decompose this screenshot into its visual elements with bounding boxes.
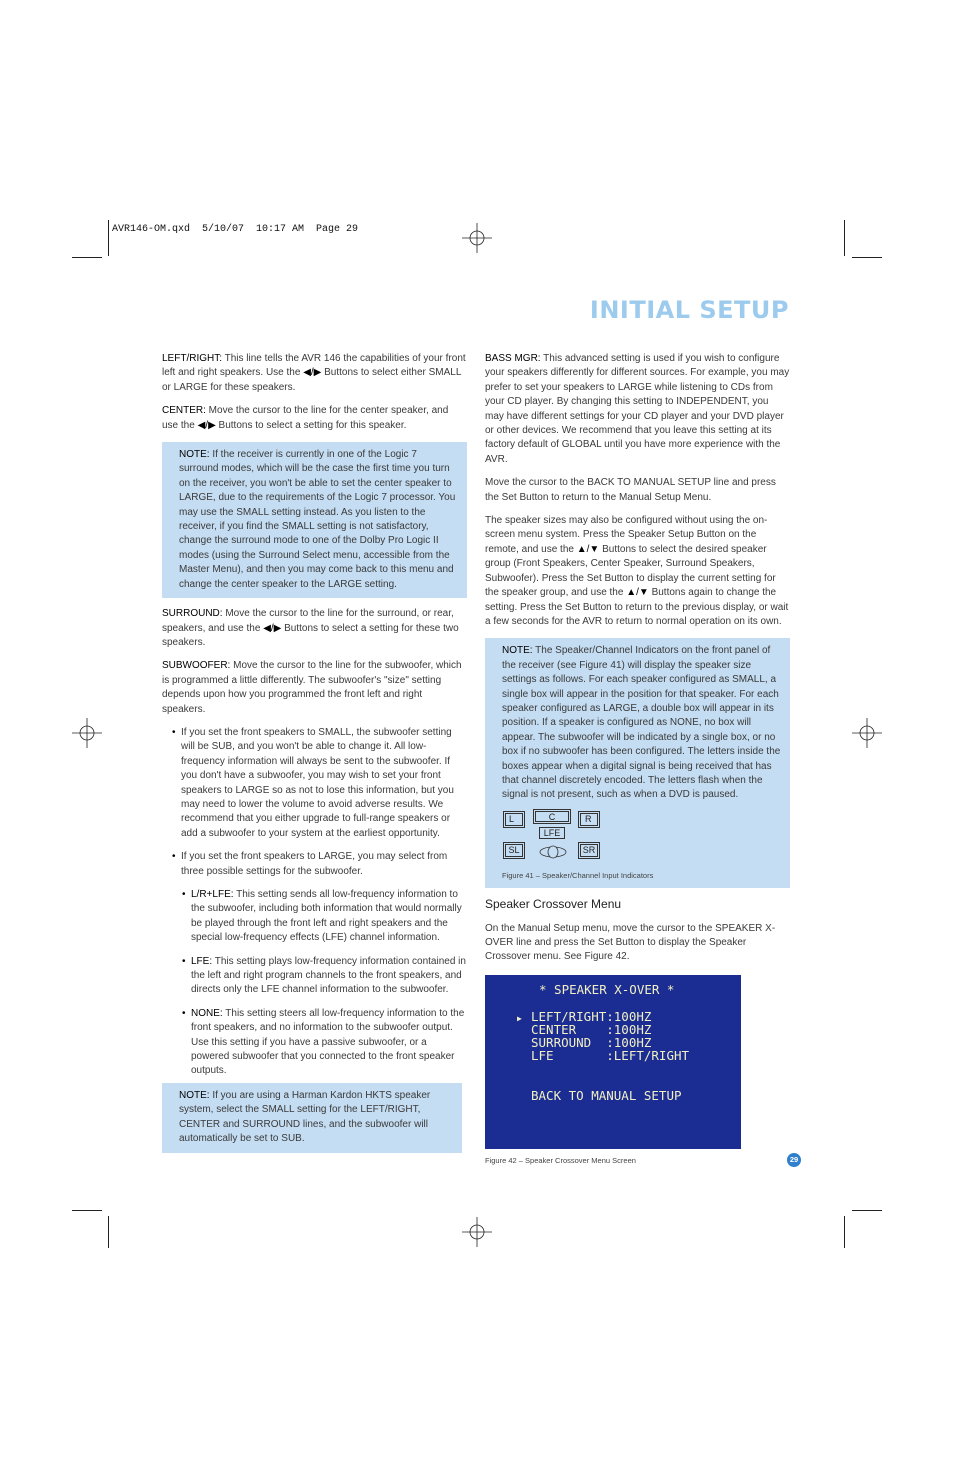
indicator-surround-left: SL bbox=[505, 844, 523, 857]
indicator-center: C bbox=[535, 811, 569, 822]
left-right-arrows-icon: ◀/▶ bbox=[263, 622, 282, 634]
crop-mark bbox=[108, 1216, 109, 1248]
indicator-lfe: LFE bbox=[539, 827, 565, 839]
crop-mark bbox=[108, 220, 109, 256]
page-number-badge: 29 bbox=[787, 1153, 801, 1167]
osd-row-left-right: LEFT/RIGHT:100HZ bbox=[531, 1008, 652, 1024]
page-title: INITIAL SETUP bbox=[589, 296, 789, 324]
left-right-arrows-icon: ◀/▶ bbox=[197, 419, 216, 431]
paragraph-crossover: On the Manual Setup menu, move the cursor to the SPEAKER X-OVER line and press the Set Button to display the Speaker Crossover menu. See Figure 42. bbox=[485, 922, 776, 963]
indicator-surround-right: SR bbox=[580, 844, 598, 857]
paragraph-center: CENTER: Move the cursor to the line for the center speaker, and use the ◀/▶ Buttons to select a setting for this speaker. bbox=[162, 405, 449, 431]
crop-mark bbox=[844, 1216, 845, 1248]
paragraph-back-to-manual: Move the cursor to the BACK TO MANUAL SETUP line and press the Set Button to return to the Manual Setup Menu. bbox=[485, 477, 776, 503]
up-down-arrows-icon: ▲/▼ bbox=[576, 543, 600, 555]
paragraph-speaker-sizes: The speaker sizes may also be configured without using the on-screen menu system. Press the Speaker Setup Button on the remote, and use the ▲/▼ Buttons to select the desired speaker group (Front Speakers, Center Speaker, Surround Speakers, Subwoofer). Press the Set Button to display the current setting for the speaker group, and use the ▲/▼ Buttons again to change the setting. Press the Set Button to return to the previous display, or wait a few seconds for the AVR to return to normal operation on its own. bbox=[485, 515, 789, 627]
crop-mark bbox=[852, 1210, 882, 1211]
osd-row-lfe: LFE :LEFT/RIGHT bbox=[531, 1047, 690, 1063]
paragraph-surround: SURROUND: Move the cursor to the line for the surround, or rear, speakers, and use the ◀/▶ Buttons to select a setting for these two speakers. bbox=[162, 608, 459, 648]
sub-bullet-lfe: • LFE: This setting plays low-frequency information contained in the left and right program channels to the front speakers, and directs only the LFE channel information to the subwoofer. bbox=[162, 955, 467, 998]
printer-slug: AVR146-OM.qxd 5/10/07 10:17 AM Page 29 bbox=[112, 224, 359, 235]
crop-mark bbox=[844, 220, 845, 256]
crop-mark bbox=[72, 1210, 102, 1211]
figure-42-caption: Figure 42 – Speaker Crossover Menu Screen bbox=[485, 1155, 636, 1165]
osd-header: * SPEAKER X-OVER * bbox=[539, 981, 675, 997]
note-box-logic7: NOTE: If the receiver is currently in one of the Logic 7 surround modes, which will be the case the first time you turn on the receiver, you won't be able to set the center speaker to LARGE, due to the requirements of the Logic 7 processor. You may use the SMALL setting instead. As you listen to the receiver, if you find the SMALL setting is not satisfactory, change the surround mode to one of the Dolby Pro Logic II modes (using the Surround Select menu, accessible from the Master Menu), and then you may come back to this menu and change the center speaker to the LARGE setting. bbox=[162, 442, 467, 598]
indicator-right: R bbox=[580, 813, 598, 826]
sub-bullet-none: • NONE: This setting steers all low-frequency information to the front speakers, and no information to the subwoofer output. Use this setting if you have a passive subwoofer, or a powered subwoofer that you connected to the front speaker outputs. bbox=[162, 1007, 467, 1079]
listener-icon bbox=[538, 845, 568, 859]
section-heading-crossover: Speaker Crossover Menu bbox=[485, 897, 622, 912]
osd-row-surround: SURROUND :100HZ bbox=[531, 1034, 652, 1050]
speaker-channel-indicators bbox=[502, 811, 782, 863]
registration-mark-icon bbox=[462, 1217, 492, 1247]
crop-mark bbox=[72, 257, 102, 258]
osd-row-center: CENTER :100HZ bbox=[531, 1021, 652, 1037]
indicator-left: L bbox=[505, 813, 523, 826]
note-box-hkts: NOTE: If you are using a Harman Kardon HKTS speaker system, select the SMALL setting for the LEFT/RIGHT, CENTER and SURROUND lines, and the subwoofer will automatically be set to SUB. bbox=[162, 1083, 462, 1153]
note-box-indicators: NOTE: The Speaker/Channel Indicators on the front panel of the receiver (see Figure 41) will display the speaker size settings as follows. For each speaker configured as SMALL, a single box will appear in the position for that speaker. For each speaker configured as LARGE, a double box will appear in its position. If a speaker is configured as NONE, no box will appear. The subwoofer will be indicated by a single box, or no box if no subwoofer has been configured. The letters inside the boxes appear when a digital signal is being received that has that channel discretely encoded. The letters flash when the signal is not present, such as when a DVD is paused. L C R LFE SL SR Figure 41 – Speaker/Channel Input Indicators bbox=[485, 638, 790, 888]
osd-back-to-manual-setup: BACK TO MANUAL SETUP bbox=[531, 1087, 682, 1103]
crossover-menu-screen bbox=[485, 975, 741, 1149]
osd-cursor-icon: ▶ bbox=[517, 1013, 522, 1023]
crop-mark bbox=[852, 257, 882, 258]
paragraph-bass-mgr: BASS MGR: This advanced setting is used if you wish to configure your speakers differently for different sources. For example, you may prefer to set your speakers to LARGE while listening to CDs from your CD player. By changing this setting to INDEPENDENT, you may have different settings for your CD player and your DVD player or other devices. We recommend that you leave this setting at its factory default of GLOBAL until you have more experience with the AVR. bbox=[485, 353, 790, 465]
sub-bullet-lr-lfe: • L/R+LFE: This setting sends all low-frequency information to the subwoofer, including both information that would normally be played through the front left and right speakers and the special low-frequency effects (LFE) channel information. bbox=[162, 888, 467, 946]
registration-mark-icon bbox=[462, 223, 492, 253]
bullet-large: • If you set the front speakers to LARGE, you may select from three possible settings for the subwoofer. bbox=[162, 850, 467, 879]
registration-mark-icon bbox=[852, 718, 882, 748]
registration-mark-icon bbox=[72, 718, 102, 748]
paragraph-subwoofer: SUBWOOFER: Move the cursor to the line for the subwoofer, which is programmed a little differently. The subwoofer's "size" setting depends upon how you programmed the front left and right speakers. bbox=[162, 660, 462, 715]
left-right-arrows-icon: ◀/▶ bbox=[303, 367, 322, 379]
figure-41-caption: Figure 41 – Speaker/Channel Input Indicators bbox=[502, 870, 654, 880]
bullet-small: • If you set the front speakers to SMALL, the subwoofer setting will be SUB, and you won't be able to change it. All low-frequency information will always be sent to the subwoofer. If you don't have a subwoofer, you may wish to set your front speakers to LARGE so as not to lose this information, but you may need to lower the volume to avoid adverse results. We recommend that you either upgrade to full-range speakers or add a subwoofer to your system at the earliest opportunity. bbox=[162, 726, 467, 841]
paragraph-left-right: LEFT/RIGHT: This line tells the AVR 146 the capabilities of your front left and right speakers. Use the ◀/▶ Buttons to select either SMALL or LARGE for these speakers. bbox=[162, 353, 466, 393]
left-column bbox=[162, 352, 467, 1162]
up-down-arrows-icon: ▲/▼ bbox=[626, 587, 649, 599]
right-column bbox=[485, 352, 790, 1168]
